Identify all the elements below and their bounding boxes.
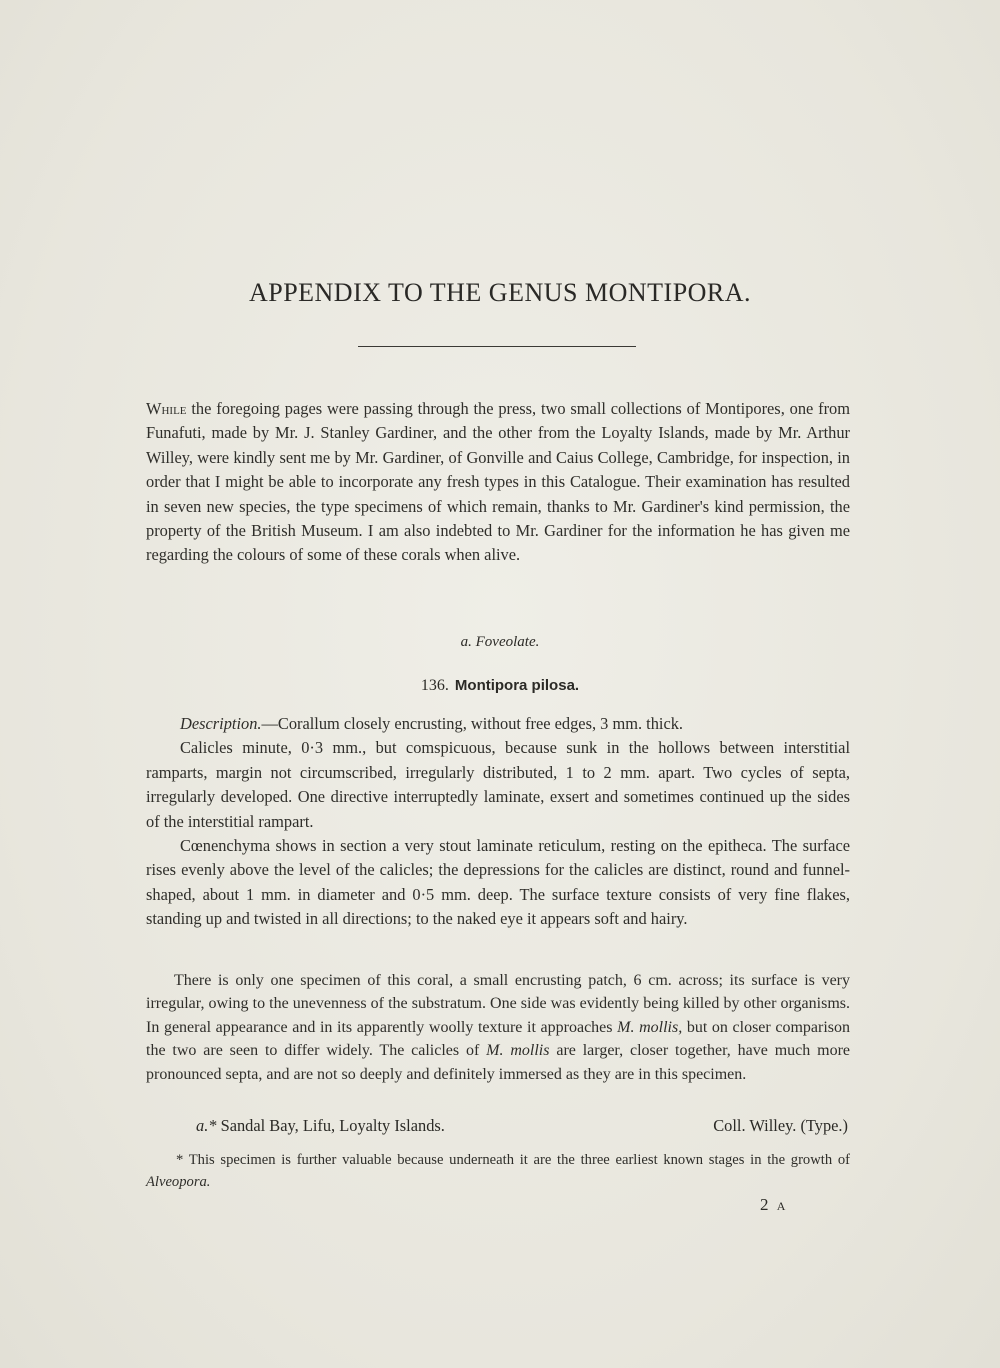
specimen-mark: a.* <box>196 1116 217 1135</box>
locality-name: Sandal Bay, Lifu, Loyalty Islands. <box>216 1116 445 1135</box>
locality-place <box>196 1114 445 1138</box>
description-text-1: —Corallum closely encrusting, without free edges, 3 mm. thick. <box>261 714 684 733</box>
specimen-paragraph <box>146 969 850 1086</box>
intro-lead-word: While <box>146 399 187 418</box>
footnote-paragraph <box>146 1150 850 1193</box>
intro-paragraph <box>146 397 850 568</box>
description-paragraph-1 <box>146 712 850 736</box>
specimen-text-3: are larger, closer together, have much more pronounced septa, and are not so deeply and definitely immersed as they are in this specimen. <box>146 1042 851 1083</box>
page-title: APPENDIX TO THE GENUS MONTIPORA. <box>248 278 752 307</box>
species-reference-2: M. mollis <box>486 1042 550 1060</box>
group-heading: a. Foveolate. <box>460 634 540 650</box>
title-divider <box>358 346 636 347</box>
intro-text: the foregoing pages were passing through the press, two small collections of Montipores, one from Funafuti, made by Mr. J. Stanley Gardiner, and the other from the Loyalty Islands, made by Mr. Arthur Willey, were kindly sent me by Mr. Gardiner, of Gonville and Caius College, Cambridge, for inspection, in order that I might be able to incorporate any fresh types in this Catalogue. Their examination has resulted in seven new species, the type specimens of which remain, thanks to Mr. Gardiner's kind permission, the property of the British Museum. I am also indebted to Mr. Gardiner for the information he has given me regarding the colours of some of these corals when alive. <box>146 399 850 565</box>
specimen-section <box>146 969 850 1086</box>
species-name: Montipora pilosa. <box>454 677 580 694</box>
description-label: Description. <box>180 714 262 733</box>
signature-number: 2 <box>760 1195 771 1214</box>
species-heading <box>0 677 1000 695</box>
footnote-genus: Alveopora. <box>146 1173 211 1190</box>
description-section <box>146 712 850 932</box>
footnote-text: * This specimen is further valuable because underneath it are the three earliest known stages in the growth of <box>176 1152 850 1168</box>
species-reference-1: M. mollis, <box>617 1018 683 1036</box>
species-number: 136. <box>420 677 449 694</box>
description-paragraph-3: Cœnenchyma shows in section a very stout laminate reticulum, resting on the epitheca. The surface rises evenly above the level of the calicles; the depressions for the calicles are distinct, round and funnel-shaped, about 1 mm. in diameter and 0·5 mm. deep. The surface texture consists of very fine flakes, standing up and twisted in all directions; to the naked eye it appears soft and hairy. <box>146 836 850 929</box>
footnote <box>146 1150 850 1193</box>
signature-letter: A <box>776 1199 788 1213</box>
description-paragraph-2: Calicles minute, 0·3 mm., but comspicuous, because sunk in the hollows between interstitial ramparts, margin not circumscribed, irregularly distributed, 1 to 2 mm. apart. Two cycles of septa, irregularly developed. One directive interruptedly laminate, exsert and sometimes continued up the sides of the interstitial rampart. <box>146 738 850 831</box>
printer-signature <box>760 1195 787 1215</box>
specimen-text-2: but on closer comparison the two are seen to differ widely. The calicles of <box>146 1018 850 1060</box>
specimen-text-1: There is only one specimen of this coral, a small encrusting patch, 6 cm. across; its surface is very irregular, owing to the unevenness of the substratum. One side was evidently being killed by other organisms. In general appearance and in its apparently woolly texture it approaches <box>146 972 850 1036</box>
collection-note: Coll. Willey. (Type.) <box>713 1116 848 1135</box>
